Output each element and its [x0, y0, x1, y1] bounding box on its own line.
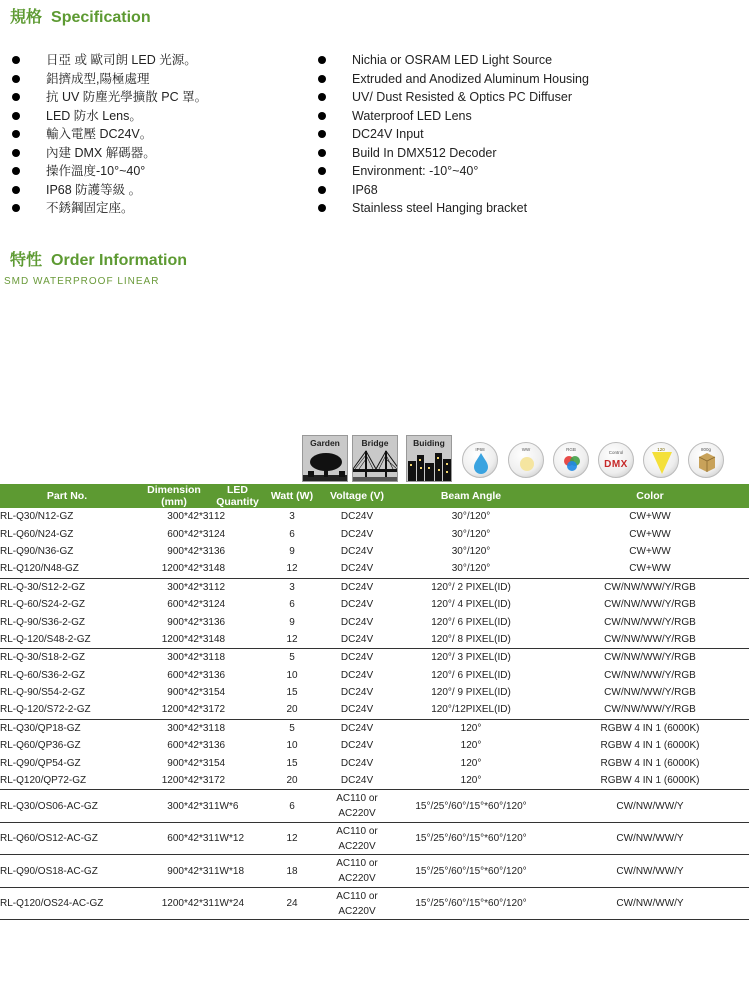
cell-watt: 12 — [261, 822, 323, 855]
bridge-label: Bridge — [361, 438, 389, 448]
table-row — [0, 855, 749, 888]
weight-icon — [688, 442, 724, 478]
cell-voltage: DC24V — [340, 740, 374, 752]
order-information-heading — [10, 247, 187, 270]
header-part-no: Part No. — [0, 484, 134, 508]
cell-voltage: DC24V — [340, 722, 374, 734]
cell-watt: 10 — [286, 669, 298, 681]
cell-voltage: AC110 or AC220V — [323, 887, 391, 920]
header-led-quantity: LED Quantity — [214, 484, 261, 508]
garden-label: Garden — [310, 438, 340, 448]
white-light-icon — [509, 443, 545, 479]
cell-dimension: 900*42*31 — [167, 757, 214, 769]
cell-led-quantity: 36 — [214, 545, 226, 557]
cell-watt: 5 — [289, 652, 295, 664]
cell-dimension: 300*42*31 — [167, 511, 214, 523]
cell-color: CW/NW/WW/Y/RGB — [604, 687, 696, 699]
order-information-heading-cn: 特性 — [10, 252, 43, 269]
garden-application-icon — [302, 435, 348, 482]
cell-color: CW/NW/WW/Y/RGB — [604, 581, 696, 593]
cell-watt: 12 — [261, 631, 323, 649]
cell-watt: 24 — [261, 887, 323, 920]
cell-led-quantity: 54 — [214, 757, 226, 769]
cell-color: CW/NW/WW/Y/RGB — [604, 616, 696, 628]
cell-led-quantity: 72 — [214, 701, 261, 719]
header-beam-angle: Beam Angle — [391, 484, 551, 508]
table-row — [0, 649, 749, 667]
spec-item-en: IP68 — [316, 181, 589, 200]
cell-part-no: RL-Q-60/S24-2-GZ — [0, 599, 86, 611]
spec-item-en: Build In DMX512 Decoder — [316, 144, 589, 163]
header-voltage: Voltage (V) — [323, 484, 391, 508]
table-row — [0, 772, 749, 790]
table-row — [0, 578, 749, 596]
cell-watt: 20 — [261, 772, 323, 790]
cell-dimension: 1200*42*31 — [134, 631, 214, 649]
table-row — [0, 525, 749, 542]
cell-watt: 5 — [289, 722, 295, 734]
table-row — [0, 508, 749, 525]
cell-led-quantity: 18 — [214, 652, 226, 664]
bridge-icon — [353, 447, 398, 481]
spec-item-cn: 抗 UV 防塵光學擴散 PC 罩。 — [10, 88, 207, 107]
cell-color: CW+WW — [629, 528, 671, 540]
cell-beam-angle: 120° — [460, 757, 482, 769]
spec-item-en: Nichia or OSRAM LED Light Source — [316, 51, 589, 70]
waterproof-ip68-icon — [462, 442, 498, 478]
cell-voltage: DC24V — [323, 772, 391, 790]
spec-list-english — [316, 51, 589, 218]
cell-part-no: RL-Q120/OS24-AC-GZ — [0, 887, 134, 920]
cell-beam-angle: 30°/120° — [391, 560, 551, 578]
cell-part-no: RL-Q90/QP54-GZ — [0, 757, 81, 769]
cell-color: RGBW 4 IN 1 (6000K) — [600, 757, 700, 769]
cell-watt: 6 — [289, 599, 295, 611]
cell-led-quantity: 48 — [214, 560, 261, 578]
spec-item-cn: 鋁擠成型,陽極處理 — [10, 70, 207, 89]
cell-part-no: RL-Q90/OS18-AC-GZ — [0, 855, 134, 888]
spec-item-cn: 輸入電壓 DC24V。 — [10, 125, 207, 144]
cell-watt: 9 — [289, 545, 295, 557]
building-label: Buiding — [413, 438, 445, 448]
cell-dimension: 600*42*31 — [167, 599, 214, 611]
ww-icon-text: WW — [521, 447, 531, 452]
specification-heading-en: Specification — [51, 9, 151, 26]
cell-beam-angle: 15°/25°/60°/15°*60°/120° — [391, 822, 551, 855]
cell-led-quantity: 24 — [214, 528, 226, 540]
cell-color: RGBW 4 IN 1 (6000K) — [551, 772, 749, 790]
cell-part-no: RL-Q-60/S36-2-GZ — [0, 669, 86, 681]
cell-beam-angle: 30°/120° — [451, 528, 491, 540]
cell-led-quantity: 54 — [214, 687, 226, 699]
cell-part-no: RL-Q30/QP18-GZ — [0, 722, 81, 734]
cell-beam-angle: 15°/25°/60°/15°*60°/120° — [391, 855, 551, 888]
cell-color: CW/NW/WW/Y/RGB — [551, 701, 749, 719]
cell-watt: 18 — [261, 855, 323, 888]
cell-beam-angle: 120°/ 9 PIXEL(ID) — [431, 687, 511, 699]
header-dimension: Dimension (mm) — [134, 484, 214, 508]
cell-watt: 6 — [261, 790, 323, 823]
yellow-beam-icon — [644, 443, 680, 479]
cell-voltage: DC24V — [340, 652, 374, 664]
cell-voltage: DC24V — [340, 511, 374, 523]
table-row — [0, 701, 749, 719]
header-watt: Watt (W) — [261, 484, 323, 508]
order-information-heading-en: Order Information — [51, 252, 188, 269]
control-icon-text: Control — [608, 450, 624, 455]
cell-dimension: 300*42*31 — [134, 790, 214, 823]
cell-dimension: 300*42*31 — [167, 722, 214, 734]
cell-color: CW/NW/WW/Y — [551, 855, 749, 888]
box-icon — [689, 443, 725, 479]
cell-watt: 10 — [286, 740, 298, 752]
spec-item-en: DC24V Input — [316, 125, 589, 144]
cell-part-no: RL-Q30/OS06-AC-GZ — [0, 790, 134, 823]
spec-item-cn: IP68 防護等級 。 — [10, 181, 207, 200]
cell-color: CW/NW/WW/Y/RGB — [604, 599, 696, 611]
cell-beam-angle: 120°/ 6 PIXEL(ID) — [431, 616, 511, 628]
cell-watt: 9 — [289, 616, 295, 628]
cell-dimension: 900*42*31 — [167, 687, 214, 699]
cell-beam-angle: 120° — [460, 722, 482, 734]
spec-item-cn: 日亞 或 歐司朗 LED 光源。 — [10, 51, 207, 70]
product-subtitle: SMD WATERPROOF LINEAR — [4, 276, 160, 287]
cell-color: CW/NW/WW/Y — [551, 790, 749, 823]
order-table — [0, 484, 749, 920]
cell-led-quantity: 36 — [214, 669, 226, 681]
cell-dimension: 600*42*31 — [167, 669, 214, 681]
cell-voltage: AC110 or AC220V — [323, 855, 391, 888]
table-row — [0, 667, 749, 684]
cell-part-no: RL-Q90/N36-GZ — [0, 545, 74, 557]
dmx-control-icon — [598, 442, 634, 478]
cell-voltage: DC24V — [340, 528, 374, 540]
cell-beam-angle: 120°/ 8 PIXEL(ID) — [391, 631, 551, 649]
cell-beam-angle: 120°/12PIXEL(ID) — [391, 701, 551, 719]
table-row — [0, 822, 749, 855]
cell-beam-angle: 120°/ 4 PIXEL(ID) — [431, 599, 511, 611]
cell-dimension: 1200*42*31 — [134, 887, 214, 920]
cell-color: CW/NW/WW/Y — [551, 887, 749, 920]
spec-item-en: Stainless steel Hanging bracket — [316, 199, 589, 218]
cell-dimension: 600*42*31 — [167, 740, 214, 752]
rgb-icon-text: RGB — [566, 447, 576, 452]
cell-beam-angle: 30°/120° — [451, 545, 491, 557]
cell-part-no: RL-Q60/OS12-AC-GZ — [0, 822, 134, 855]
cell-part-no: RL-Q60/QP36-GZ — [0, 740, 81, 752]
cell-beam-angle: 120°/ 6 PIXEL(ID) — [431, 669, 511, 681]
tree-icon — [303, 447, 348, 481]
cell-voltage: DC24V — [340, 687, 374, 699]
table-row — [0, 631, 749, 649]
cell-voltage: DC24V — [340, 581, 374, 593]
cell-beam-angle: 15°/25°/60°/15°*60°/120° — [391, 790, 551, 823]
water-drop-icon — [463, 443, 499, 479]
spec-item-en: Waterproof LED Lens — [316, 107, 589, 126]
spec-item-en: Extruded and Anodized Aluminum Housing — [316, 70, 589, 89]
cell-dimension: 600*42*31 — [134, 822, 214, 855]
cell-dimension: 1200*42*31 — [134, 560, 214, 578]
cell-led-quantity: 36 — [214, 740, 226, 752]
specification-heading — [10, 4, 151, 27]
cell-beam-angle: 15°/25°/60°/15°*60°/120° — [391, 887, 551, 920]
cell-part-no: RL-Q120/QP72-GZ — [0, 772, 134, 790]
spec-item-en: UV/ Dust Resisted & Optics PC Diffuser — [316, 88, 589, 107]
beam-angle-icon-text: 120 — [657, 447, 665, 452]
spec-item-cn: LED 防水 Lens。 — [10, 107, 207, 126]
cell-led-quantity: 12 — [214, 511, 226, 523]
cell-part-no: RL-Q30/N12-GZ — [0, 511, 74, 523]
cell-watt: 20 — [261, 701, 323, 719]
ip68-icon-text: IP68 — [475, 447, 485, 452]
weight-icon-text: 800g — [700, 447, 711, 452]
spec-item-cn: 不銹鋼固定座。 — [10, 199, 207, 218]
cell-led-quantity: 48 — [214, 631, 261, 649]
cell-color: RGBW 4 IN 1 (6000K) — [600, 740, 700, 752]
cell-led-quantity: 72 — [214, 772, 261, 790]
cell-part-no: RL-Q-90/S54-2-GZ — [0, 687, 86, 699]
cell-beam-angle: 120° — [460, 740, 482, 752]
cell-dimension: 900*42*31 — [134, 855, 214, 888]
cell-led-quantity: 24 — [214, 599, 226, 611]
spec-list-chinese — [10, 51, 207, 218]
cell-color: CW/NW/WW/Y/RGB — [604, 652, 696, 664]
cell-led-quantity: 1W*24 — [214, 887, 261, 920]
spec-item-cn: 內建 DMX 解碼器。 — [10, 144, 207, 163]
table-row — [0, 737, 749, 754]
cell-watt: 15 — [286, 687, 298, 699]
table-row — [0, 613, 749, 630]
cell-voltage: DC24V — [323, 560, 391, 578]
rgb-color-icon — [553, 442, 589, 478]
cell-part-no: RL-Q-90/S36-2-GZ — [0, 616, 86, 628]
cell-watt: 6 — [289, 528, 295, 540]
cell-beam-angle: 120°/ 2 PIXEL(ID) — [431, 581, 511, 593]
header-color: Color — [551, 484, 749, 508]
cell-led-quantity: 12 — [214, 581, 226, 593]
cell-beam-angle: 120°/ 3 PIXEL(ID) — [431, 652, 511, 664]
cell-watt: 3 — [289, 511, 295, 523]
cell-dimension: 300*42*31 — [167, 652, 214, 664]
cell-part-no: RL-Q-30/S12-2-GZ — [0, 581, 86, 593]
table-row — [0, 543, 749, 560]
cell-color: CW/NW/WW/Y/RGB — [604, 669, 696, 681]
dmx-badge: DMX — [604, 459, 628, 470]
table-row — [0, 887, 749, 920]
cell-dimension: 300*42*31 — [167, 581, 214, 593]
table-row — [0, 684, 749, 701]
spec-item-en: Environment: -10°~40° — [316, 162, 589, 181]
cell-part-no: RL-Q-30/S18-2-GZ — [0, 652, 86, 664]
cell-color: CW+WW — [551, 560, 749, 578]
cell-voltage: DC24V — [323, 701, 391, 719]
beam-angle-icon — [643, 442, 679, 478]
cell-led-quantity: 1W*18 — [214, 855, 261, 888]
cell-watt: 12 — [261, 560, 323, 578]
cell-part-no: RL-Q-120/S48-2-GZ — [0, 631, 134, 649]
cell-watt: 3 — [289, 581, 295, 593]
cell-part-no: RL-Q120/N48-GZ — [0, 560, 134, 578]
cell-dimension: 1200*42*31 — [134, 701, 214, 719]
cell-dimension: 900*42*31 — [167, 545, 214, 557]
table-row — [0, 790, 749, 823]
building-application-icon — [406, 435, 452, 482]
rgb-circles-icon — [554, 443, 590, 479]
cell-dimension: 1200*42*31 — [134, 772, 214, 790]
cell-beam-angle: 30°/120° — [451, 511, 491, 523]
cell-color: CW/NW/WW/Y/RGB — [551, 631, 749, 649]
table-row — [0, 596, 749, 613]
warm-white-icon — [508, 442, 544, 478]
cell-dimension: 600*42*31 — [167, 528, 214, 540]
cell-beam-angle: 120° — [391, 772, 551, 790]
cell-voltage: DC24V — [340, 616, 374, 628]
table-row — [0, 719, 749, 737]
cell-color: CW+WW — [629, 545, 671, 557]
table-header-row — [0, 484, 749, 508]
cell-led-quantity: 1W*6 — [214, 790, 261, 823]
cell-color: RGBW 4 IN 1 (6000K) — [600, 722, 700, 734]
table-body — [0, 508, 749, 920]
cell-part-no: RL-Q60/N24-GZ — [0, 528, 74, 540]
spec-item-cn: 操作溫度-10°~40° — [10, 162, 207, 181]
cell-watt: 15 — [286, 757, 298, 769]
cell-color: CW+WW — [629, 511, 671, 523]
specification-heading-cn: 規格 — [10, 9, 43, 26]
city-icon — [407, 447, 452, 481]
cell-voltage: AC110 or AC220V — [323, 790, 391, 823]
cell-color: CW/NW/WW/Y — [551, 822, 749, 855]
cell-voltage: DC24V — [340, 669, 374, 681]
cell-voltage: DC24V — [323, 631, 391, 649]
cell-voltage: DC24V — [340, 757, 374, 769]
cell-part-no: RL-Q-120/S72-2-GZ — [0, 701, 134, 719]
cell-led-quantity: 36 — [214, 616, 226, 628]
cell-voltage: DC24V — [340, 599, 374, 611]
bridge-application-icon — [352, 435, 398, 482]
cell-led-quantity: 18 — [214, 722, 226, 734]
cell-voltage: AC110 or AC220V — [323, 822, 391, 855]
cell-dimension: 900*42*31 — [167, 616, 214, 628]
cell-voltage: DC24V — [340, 545, 374, 557]
table-row — [0, 754, 749, 771]
table-row — [0, 560, 749, 578]
cell-led-quantity: 1W*12 — [214, 822, 261, 855]
